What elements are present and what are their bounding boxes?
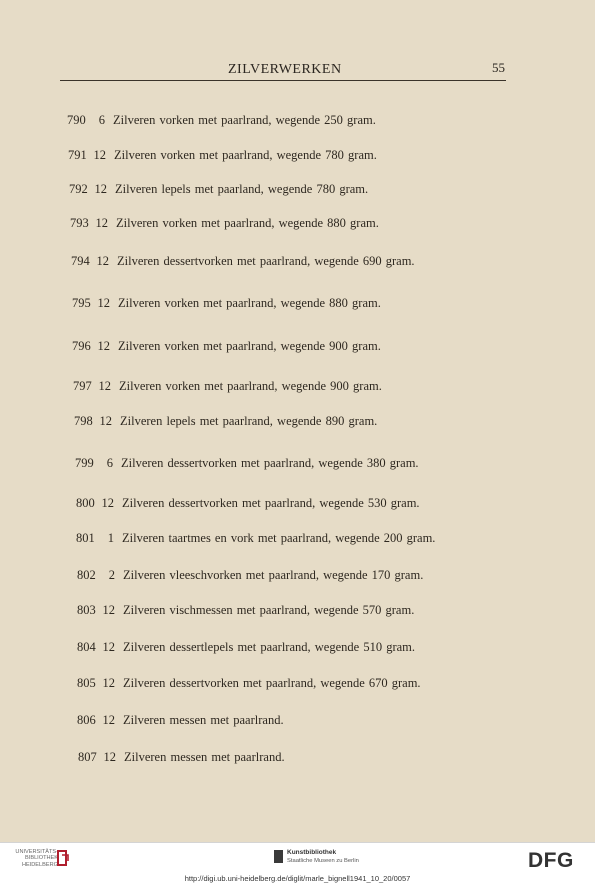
lot-number: 803 bbox=[77, 603, 96, 617]
lot-description: Zilveren lepels met paarland, wegende 780 gram. bbox=[115, 182, 369, 196]
lot-quantity: 12 bbox=[97, 296, 110, 310]
lot-quantity: 12 bbox=[103, 750, 116, 764]
lot-number: 790 bbox=[67, 113, 86, 127]
lot-quantity: 6 bbox=[106, 456, 113, 470]
lot-number: 801 bbox=[76, 531, 95, 545]
lot-description: Zilveren vorken met paarlrand, wegende 880 gram. bbox=[118, 296, 381, 310]
lot-quantity: 12 bbox=[102, 640, 115, 654]
lot-number: 800 bbox=[76, 496, 95, 510]
header-rule bbox=[60, 80, 506, 81]
lot-description: Zilveren vleeschvorken met paarlrand, wegende 170 gram. bbox=[123, 568, 424, 582]
lot-number: 804 bbox=[77, 640, 96, 654]
lot-number: 797 bbox=[73, 379, 92, 393]
lot-quantity: 12 bbox=[94, 182, 107, 196]
lot-quantity: 12 bbox=[97, 339, 110, 353]
lot-description: Zilveren dessertvorken met paarlrand, wegende 380 gram. bbox=[121, 456, 419, 470]
lot-number: 806 bbox=[77, 713, 96, 727]
lot-description: Zilveren dessertlepels met paarlrand, wegende 510 gram. bbox=[123, 640, 415, 654]
university-emblem-icon bbox=[56, 849, 70, 867]
lot-quantity: 12 bbox=[93, 148, 106, 162]
lot-number: 792 bbox=[69, 182, 88, 196]
lot-description: Zilveren vischmessen met paarlrand, wegende 570 gram. bbox=[123, 603, 415, 617]
museum-emblem-icon bbox=[274, 850, 283, 863]
lot-quantity: 12 bbox=[102, 676, 115, 690]
museum-subtitle: Staatliche Museen zu Berlin bbox=[287, 858, 359, 864]
lot-description: Zilveren dessertvorken met paarlrand, wegende 690 gram. bbox=[117, 254, 415, 268]
lot-number: 798 bbox=[74, 414, 93, 428]
lot-number: 807 bbox=[78, 750, 97, 764]
lot-description: Zilveren lepels met paarlrand, wegende 890 gram. bbox=[120, 414, 378, 428]
lot-description: Zilveren vorken met paarlrand, wegende 900 gram. bbox=[119, 379, 382, 393]
lot-number: 793 bbox=[70, 216, 89, 230]
lot-quantity: 12 bbox=[98, 379, 111, 393]
running-header-title: ZILVERWERKEN bbox=[228, 62, 342, 77]
lot-quantity: 1 bbox=[107, 531, 114, 545]
museum-name[interactable]: Kunstbibliothek bbox=[287, 849, 337, 856]
lot-quantity: 12 bbox=[102, 713, 115, 727]
lot-number: 791 bbox=[68, 148, 87, 162]
lot-description: Zilveren vorken met paarlrand, wegende 780 gram. bbox=[114, 148, 377, 162]
lot-description: Zilveren vorken met paarlrand, wegende 900 gram. bbox=[118, 339, 381, 353]
permalink-url[interactable]: http://digi.ub.uni-heidelberg.de/diglit/marle_bignell1941_10_20/0057 bbox=[184, 874, 411, 883]
lot-number: 796 bbox=[72, 339, 91, 353]
lot-number: 795 bbox=[72, 296, 91, 310]
lot-description: Zilveren dessertvorken met paarlrand, wegende 670 gram. bbox=[123, 676, 421, 690]
lot-quantity: 12 bbox=[102, 603, 115, 617]
lot-number: 794 bbox=[71, 254, 90, 268]
lot-description: Zilveren vorken met paarlrand, wegende 880 gram. bbox=[116, 216, 379, 230]
page-number: 55 bbox=[492, 60, 505, 75]
viewer-footer bbox=[0, 842, 595, 885]
dfg-logo[interactable]: DFG bbox=[528, 849, 574, 872]
university-library-logo[interactable]: UNIVERSITÄTS- BIBLIOTHEK HEIDELBERG bbox=[15, 849, 58, 868]
lot-number: 802 bbox=[77, 568, 96, 582]
lot-quantity: 2 bbox=[108, 568, 115, 582]
lot-quantity: 12 bbox=[101, 496, 114, 510]
lot-quantity: 6 bbox=[98, 113, 105, 127]
lot-quantity: 12 bbox=[95, 216, 108, 230]
lot-number: 805 bbox=[77, 676, 96, 690]
lot-description: Zilveren messen met paarlrand. bbox=[124, 750, 285, 764]
lot-description: Zilveren messen met paarlrand. bbox=[123, 713, 284, 727]
lot-quantity: 12 bbox=[99, 414, 112, 428]
lot-quantity: 12 bbox=[96, 254, 109, 268]
lot-number: 799 bbox=[75, 456, 94, 470]
lot-description: Zilveren vorken met paarlrand, wegende 250 gram. bbox=[113, 113, 376, 127]
lot-description: Zilveren taartmes en vork met paarlrand, wegende 200 gram. bbox=[122, 531, 436, 545]
lot-description: Zilveren dessertvorken met paarlrand, wegende 530 gram. bbox=[122, 496, 420, 510]
